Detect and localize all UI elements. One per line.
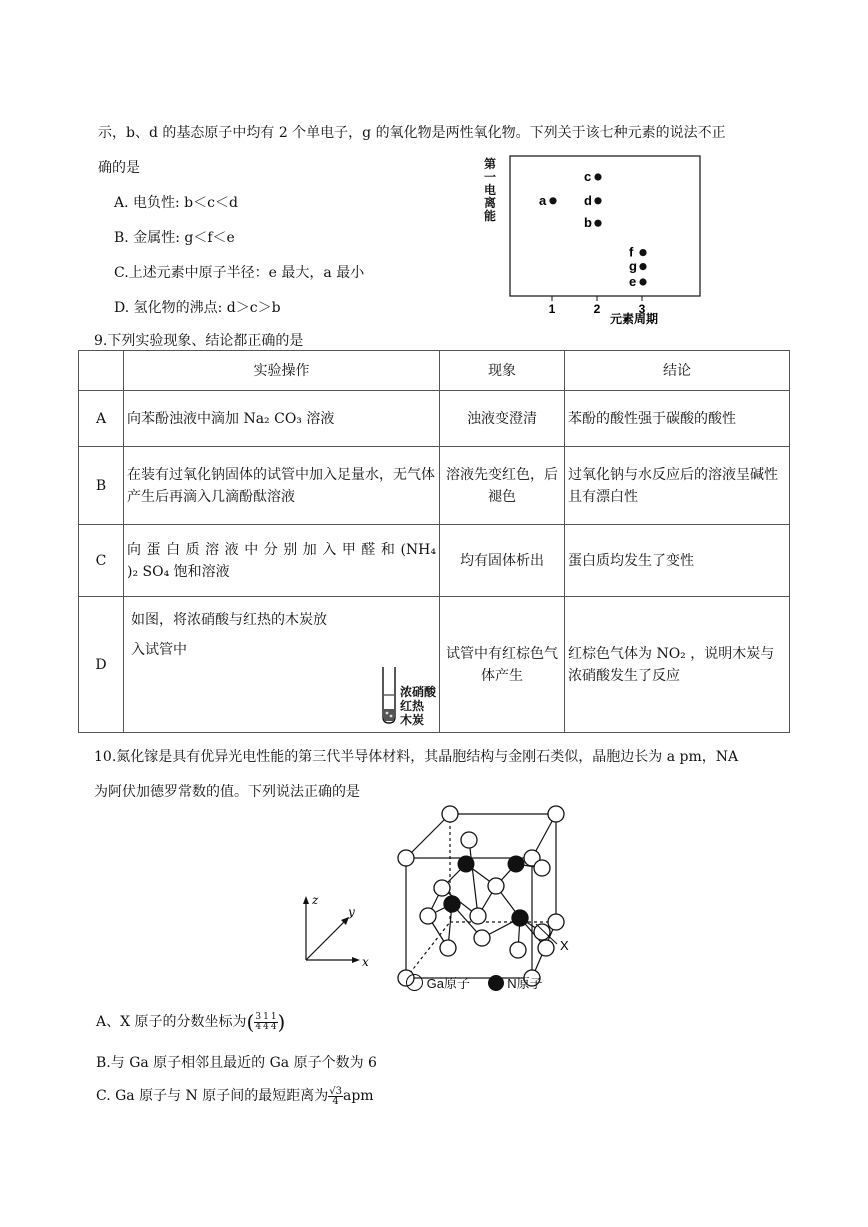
ga-atom — [440, 940, 456, 956]
axis-x-label: x — [362, 955, 369, 969]
row-conclusion: 苯酚的酸性强于碳酸的酸性 — [565, 391, 790, 447]
row-phenomenon: 试管中有红棕色气体产生 — [440, 597, 565, 733]
data-point-c — [594, 173, 601, 180]
data-label-e: e — [629, 274, 637, 289]
ga-atom — [488, 878, 504, 894]
data-label-c: c — [584, 169, 592, 184]
ga-atom — [398, 850, 414, 866]
row-phenomenon: 浊液变澄清 — [440, 391, 565, 447]
row-phenomenon: 均有固体析出 — [440, 525, 565, 597]
n-atom — [512, 910, 528, 926]
data-point-g — [639, 263, 646, 270]
test-tube-figure — [378, 665, 400, 727]
row-label: C — [79, 525, 124, 597]
header-conclusion: 结论 — [565, 351, 790, 391]
ionization-chart — [484, 153, 706, 328]
axis-y-label: y — [348, 905, 355, 919]
ga-atom — [548, 806, 564, 822]
ga-atom — [442, 806, 458, 822]
n-atom — [458, 856, 474, 872]
frac-num: 1 — [263, 1011, 269, 1022]
n-legend-label: N原子 — [507, 976, 543, 991]
row-operation: 向苯酚浊液中滴加 Na₂ CO₃ 溶液 — [124, 391, 440, 447]
row-operation: 向 蛋 白 质 溶 液 中 分 别 加 入 甲 醛 和 (NH₄ )₂ SO₄ 饱和溶液 — [124, 525, 440, 597]
q10-option-b: B.与 Ga 原子相邻且最近的 Ga 原子个数为 6 — [96, 1055, 377, 1071]
row-operation-line1: 如图，将浓硝酸与红热的木炭放 — [131, 612, 327, 628]
frac-den: 4 — [255, 1021, 262, 1032]
data-label-d: d — [584, 192, 592, 208]
x-marker-label: X — [560, 938, 569, 953]
q8-option-a: A. 电负性: b＜c＜d — [114, 195, 238, 211]
chart-ylabel: 第一电离能 — [484, 157, 497, 223]
row-phenomenon: 溶液先变红色，后褪色 — [440, 447, 565, 525]
ga-atom — [420, 908, 436, 924]
tube-label-redhot: 红热 — [400, 699, 425, 713]
frac-den: 4 — [332, 1095, 339, 1107]
table-row — [79, 447, 790, 525]
q10-option-c-suffix: apm — [342, 1088, 374, 1104]
header-phenomenon: 现象 — [440, 351, 565, 391]
tube-label-charcoal: 木炭 — [400, 713, 425, 727]
table-row — [79, 391, 790, 447]
x-tick-label: 2 — [593, 302, 601, 316]
axis-z-label: z — [312, 893, 319, 907]
header-operation: 实验操作 — [124, 351, 440, 391]
frac-num: 1 — [270, 1011, 277, 1022]
data-point-d — [594, 197, 601, 204]
row-conclusion: 红棕色气体为 NO₂ ，说明木炭与浓硝酸发生了反应 — [565, 597, 790, 733]
frac-num: 3 — [255, 1011, 262, 1022]
x-tick-label: 1 — [548, 302, 556, 316]
row-label: D — [79, 597, 124, 733]
q8-option-c: C.上述元素中原子半径：e 最大，a 最小 — [114, 265, 365, 281]
ga-atom — [510, 942, 526, 958]
q8-intro-line2: 确的是 — [98, 160, 140, 176]
row-operation — [124, 597, 440, 733]
gan-unit-cell — [396, 800, 580, 996]
ga-atom — [470, 908, 486, 924]
table-header-row — [79, 351, 790, 391]
data-label-g: g — [629, 258, 637, 274]
q8-intro-line1: 示，b、d 的基态原子中均有 2 个单电子，g 的氧化物是两性氧化物。下列关于该七种元素的说法不正 — [98, 125, 726, 141]
ga-atom — [534, 860, 550, 876]
ga-legend-icon — [406, 974, 423, 991]
frac-den: 4 — [263, 1021, 269, 1032]
chart-xlabel: 元素周期 — [609, 312, 659, 326]
q10-option-c — [96, 1084, 374, 1108]
table-row — [79, 525, 790, 597]
ga-atom — [461, 832, 477, 848]
data-point-a — [549, 197, 556, 204]
q10-option-c-text: C. Ga 原子与 N 原子间的最短距离为 — [96, 1088, 329, 1104]
q9-title: 9.下列实验现象、结论都正确的是 — [94, 333, 304, 349]
row-label: B — [79, 447, 124, 525]
row-label: A — [79, 391, 124, 447]
frac-den: 4 — [270, 1021, 277, 1032]
q10-line2: 为阿伏加德罗常数的值。下列说法正确的是 — [94, 784, 360, 800]
x-tick-label: 3 — [638, 302, 646, 316]
chart-frame — [510, 156, 700, 296]
row-conclusion: 蛋白质均发生了变性 — [565, 525, 790, 597]
ga-atom — [474, 930, 490, 946]
table-row — [79, 597, 790, 733]
data-point-f — [639, 249, 646, 256]
row-conclusion: 过氧化钠与水反应后的溶液呈碱性且有漂白性 — [565, 447, 790, 525]
row-operation-line2: 入试管中 — [131, 642, 187, 658]
ga-atom — [534, 924, 550, 940]
data-label-f: f — [629, 244, 634, 260]
data-label-b: b — [584, 215, 592, 231]
n-legend-icon — [488, 975, 504, 991]
q10-line1: 10.氮化镓是具有优异光电性能的第三代半导体材料，其晶胞结构与金刚石类似，晶胞边长为 a pm，NA — [94, 749, 739, 765]
ga-atom — [538, 940, 554, 956]
coordinate-axes — [296, 892, 376, 970]
data-label-a: a — [539, 192, 547, 208]
atom-legend — [406, 973, 543, 992]
q8-option-b: B. 金属性: g＜f＜e — [114, 230, 235, 246]
data-point-e — [639, 278, 646, 285]
data-point-b — [594, 220, 601, 227]
frac-num: √3 — [329, 1085, 342, 1097]
ga-legend-label: Ga原子 — [426, 976, 470, 991]
experiment-table — [78, 350, 790, 733]
ionization-chart-svg — [484, 153, 706, 328]
ga-atom — [548, 914, 564, 930]
n-atom — [444, 896, 460, 912]
row-operation: 在装有过氧化钠固体的试管中加入足量水，无气体产生后再滴入几滴酚酞溶液 — [124, 447, 440, 525]
tube-label-acid: 浓硝酸 — [400, 685, 437, 699]
q8-option-d: D. 氢化物的沸点: d＞c＞b — [114, 300, 281, 316]
q10-option-a-text: A、X 原子的分数坐标为 — [96, 1014, 247, 1030]
n-atom — [508, 856, 524, 872]
q10-option-a: A、X 原子的分数坐标为( $\frac{3}{4}$ $\frac{1}{4}$ $\frac{1}{4}$ ) — [96, 1010, 286, 1034]
header-blank — [79, 351, 124, 391]
ga-atom — [434, 880, 450, 896]
